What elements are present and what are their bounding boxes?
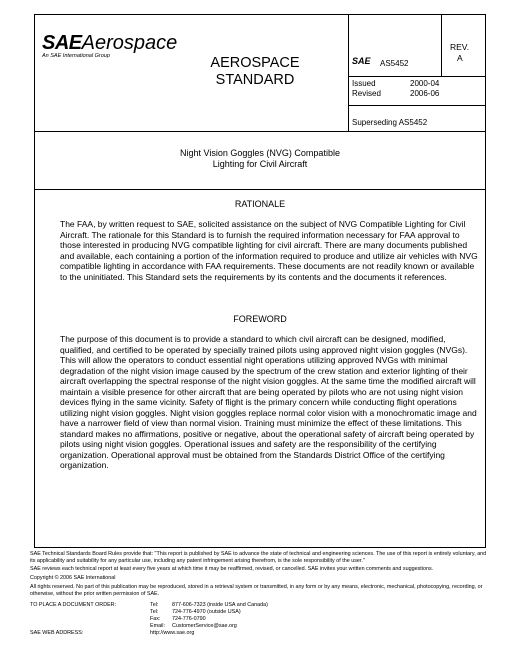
review-note: SAE reviews each technical report at least every five years at which time it may be reaffirmed, revised, or cancelled. SAE invites your written comments and suggestions. [30, 566, 434, 572]
tel2-label: Tel: [150, 609, 159, 615]
email-label: Email: [150, 623, 165, 629]
standard-title-line1: AEROSPACE [210, 55, 300, 71]
foreword-paragraph: The purpose of this document is to provide a standard to which civil aircraft can be designed, modified, qualified, and certified to be operated by specially trained pilots using approved night vision goggles (NVGs). This will allow the operators to conduct essential night operations utilizing approved NVGs with minimal degradation of the night vision image caused by the spectrum of the crew station and exterior lighting of their aircraft overlapping the spectral response of the night vision goggles. At the same time the modified aircraft will maintain a visible presence for other aircraft that are being operated by pilots who are not using night vision devices flying in the same vicinity. Safety of flight is the primary concern while conducting flight operations utilizing night vision goggles. Night vision goggles replace normal color vision with a monochromatic image and have a narrower field of view than normal vision. Training must minimize the effect of these limitations. This standard makes no affirmations, positive or negative, about the operational safety of aircraft being operated by pilots using night vision goggles. Operational issues and safety are the responsibility of the certifying organization. Operational approval must be obtained from the Standards District Office of the certifying organization. [60, 334, 477, 470]
fax-label: Fax: [150, 616, 161, 622]
document-title-line1: Night Vision Goggles (NVG) Compatible [180, 148, 340, 158]
tel1-label: Tel: [150, 602, 159, 608]
rationale-paragraph: The FAA, by written request to SAE, solicited assistance on the subject of NVG Compatible Lighting for Civil Aircraft. The rationale for this Standard is to furnish the required information necessary for FAA approval to those interested in producing NVG compatible lighting for civil aircraft. There are many documents published and available, each containing a portion of the information required to produce and utilize air vehicles with NVG compatible lighting in accordance with FAA requirements. These documents are not readily known or available to the uninitiated. This Standard sets the requirements by its contents and the documents it references. [60, 219, 478, 282]
standard-title [180, 55, 330, 89]
logo-subtitle: An SAE International Group [42, 53, 110, 59]
standard-title-line2: STANDARD [215, 72, 295, 88]
fax-number: 724-776-0790 [172, 616, 206, 622]
superseding: Superseding AS5452 [352, 118, 428, 127]
revised-date: 2006-06 [410, 89, 440, 98]
document-title [34, 148, 486, 170]
revised-label: Revised [352, 89, 381, 98]
header-column-divider [348, 14, 349, 131]
issued-date: 2000-04 [410, 79, 440, 88]
rev-column-divider [441, 14, 442, 76]
dates-divider [348, 105, 486, 106]
tel2-number: 724-776-4970 (outside USA) [172, 609, 241, 615]
sae-mark: SAE [352, 56, 371, 66]
logo-sae-text: SAE [42, 32, 82, 54]
web-label: SAE WEB ADDRESS: [30, 630, 84, 636]
tel1-number: 877-606-7323 (inside USA and Canada) [172, 602, 268, 608]
logo-aerospace-text: Aerospace [81, 32, 178, 54]
header-divider [34, 131, 486, 132]
document-number: AS5452 [380, 59, 409, 68]
docnum-divider [348, 76, 486, 77]
email-address[interactable]: CustomerService@sae.org [172, 623, 237, 629]
issued-label: Issued [352, 79, 376, 88]
rationale-heading: RATIONALE [234, 199, 286, 209]
rev-value: A [457, 53, 463, 63]
document-title-line2: Lighting for Civil Aircraft [212, 159, 308, 169]
foreword-heading: FOREWORD [233, 314, 287, 324]
board-rules-note: SAE Technical Standards Board Rules provide that: "This report is published by SAE to advance the state of technical and engineering sciences. The use of this report is entirely voluntary, and its applicability and suitability for any particular use, including any patent infringement arising therefrom, is the sole responsibility of the user." [30, 551, 487, 564]
web-address-link[interactable]: http://www.sae.org [150, 630, 195, 636]
copyright-note: Copyright © 2006 SAE International [30, 575, 116, 581]
title-divider [34, 189, 486, 190]
rev-label: REV. [450, 42, 470, 52]
order-label: TO PLACE A DOCUMENT ORDER: [30, 602, 117, 608]
rights-note: All rights reserved. No part of this publication may be reproduced, stored in a retrieval system or transmitted, in any form or by any means, electronic, mechanical, photocopying, recording, or otherwise, without the prior written permission of SAE. [30, 584, 483, 597]
sae-aerospace-logo [42, 32, 177, 55]
